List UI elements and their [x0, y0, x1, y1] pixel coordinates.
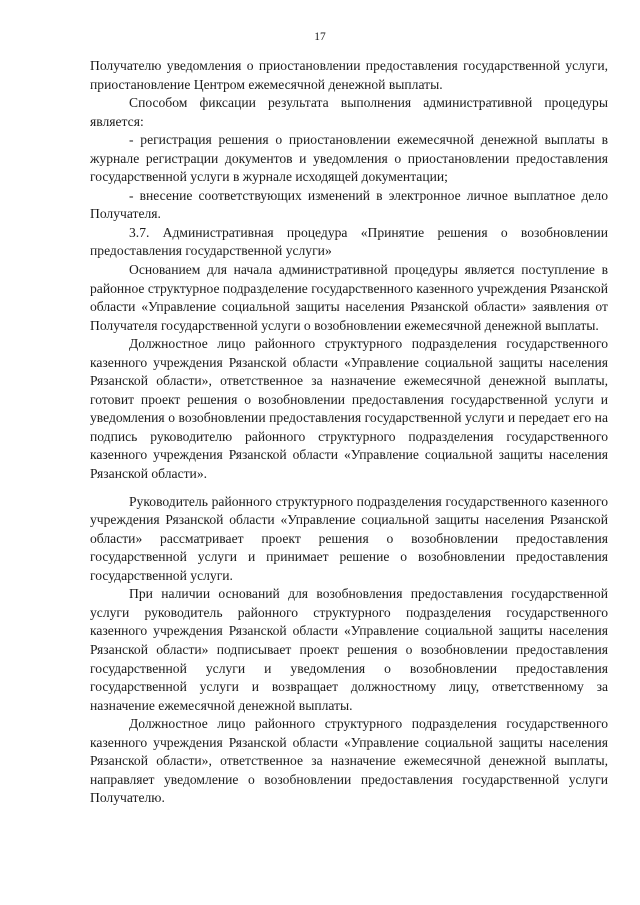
- document-body: [90, 57, 608, 808]
- paragraph-continuation: Получателю уведомления о приостановлении предоставления государственной услуги, приостановление Центром ежемесячной денежной выплаты.: [90, 58, 608, 92]
- page-number: 17: [314, 31, 326, 43]
- paragraph-head-signs: При наличии оснований для возобновления предоставления государственной услуги руководитель районного структурного подразделения государственного казенного учреждения Рязанской области «Управление социальной защиты населения Рязанской области» подписывает проект решения о возобновлении предоставления государственной услуги и уведомления о возобновлении предоставления государственной услуги и возвращает должностному лицу, ответственному за назначение ежемесячной денежной выплаты.: [90, 586, 608, 713]
- paragraph-official-prepares: Должностное лицо районного структурного подразделения государственного казенного учреждения Рязанской области «Управление социальной защиты населения Рязанской области», ответственное за назначение ежемесячной денежной выплаты, готовит проект решения о возобновлении предоставления государственной услуги и уведомления о возобновлении предоставления государственной услуги и передает его на подпись руководителю районного структурного подразделения государственного казенного учреждения Рязанской области «Управление социальной защиты населения Рязанской области».: [90, 336, 608, 482]
- paragraph-notification-sent: Должностное лицо районного структурного подразделения государственного казенного учреждения Рязанской области «Управление социальной защиты населения Рязанской области», ответственное за назначение ежемесячной денежной выплаты, направляет уведомление о возобновлении предоставления государственной услуги Получателю.: [90, 716, 608, 806]
- paragraph-head-reviews: Руководитель районного структурного подразделения государственного казенного учреждения Рязанской области «Управление социальной защиты населения Рязанской области» рассматривает проект решения о возобновлении предоставления государственной услуги и принимает решение о возобновлении предоставления государственной услуги.: [90, 493, 608, 583]
- paragraph-list-item-registration: - регистрация решения о приостановлении ежемесячной денежной выплаты в журнале регистрации документов и уведомления о приостановлении предоставления государственной услуги в журнале исходящей документации;: [90, 132, 608, 185]
- paragraph-list-item-changes: - внесение соответствующих изменений в электронное личное выплатное дело Получателя.: [90, 187, 608, 222]
- section-heading-3-7: 3.7. Административная процедура «Принятие решения о возобновлении предоставления государственной услуги»: [90, 224, 608, 259]
- paragraph-grounds: Основанием для начала административной процедуры является поступление в районное структурное подразделение государственного казенного учреждения Рязанской области «Управление социальной защиты населения Рязанской области» заявления от Получателя государственной услуги о возобновлении ежемесячной денежной выплаты.: [90, 262, 608, 333]
- paragraph-recording-method: Способом фиксации результата выполнения административной процедуры является:: [90, 95, 608, 129]
